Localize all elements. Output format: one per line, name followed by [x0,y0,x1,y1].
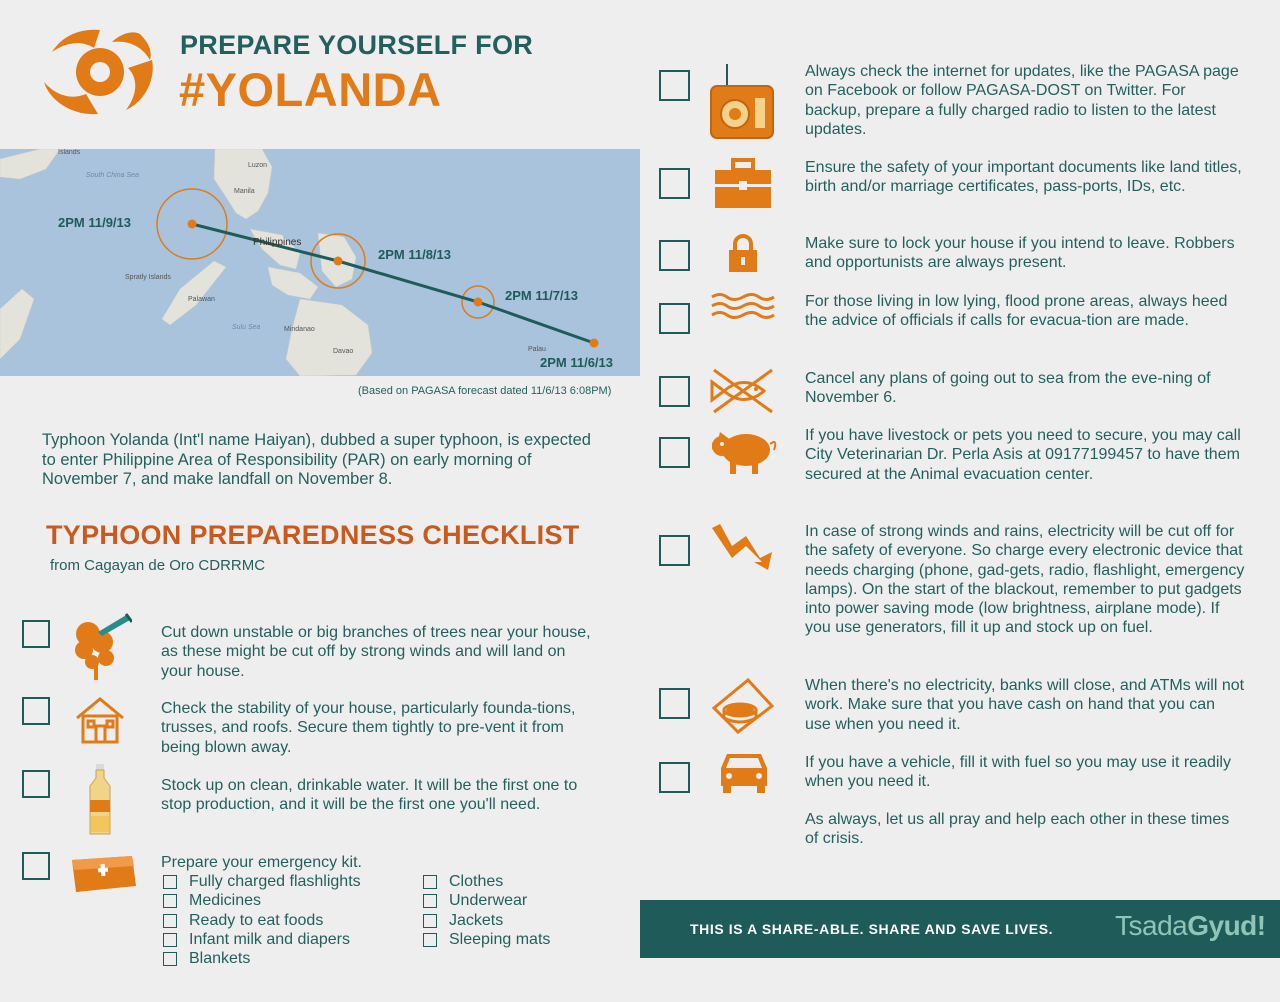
map-label-mindanao: Mindanao [284,326,315,333]
briefcase-icon [715,158,771,210]
waves-icon [710,292,776,320]
padlock-icon [727,233,759,273]
kit-checkbox[interactable] [423,914,437,928]
first-aid-kit-icon [68,852,138,894]
kit-item[interactable] [163,911,323,930]
water-bottle-icon [88,764,112,836]
kit-item-label: Underwear [449,892,528,909]
kit-item-label: Blankets [189,950,251,967]
kit-checkbox[interactable] [163,914,177,928]
kit-item-label: Clothes [449,873,504,890]
right-item-text: Ensure the safety of your important documents like land titles, birth and/or marriage certificates, pass-ports, IDs, etc. [805,159,1242,196]
kit-checkbox[interactable] [423,894,437,908]
right-item-text: Make sure to lock your house if you intend to leave. Robbers and opportunists are always present. [805,235,1235,272]
track-label-11-6: 2PM 11/6/13 [540,355,613,370]
checkbox-documents[interactable] [659,168,690,199]
checklist-subtitle: from Cagayan de Oro CDRRMC [50,557,266,574]
checkbox-lock-house[interactable] [659,240,690,271]
right-item-text: Always check the internet for updates, like the PAGASA page on Facebook or follow PAGASA-DOST on Twitter. For backup, prepare a fully charged radio to listen to the latest updates. [805,63,1239,138]
page-title-hashtag: #YOLANDA [179,63,442,116]
house-icon [74,696,126,744]
kit-checkbox[interactable] [423,933,437,947]
brand-light-text: Tsada [1115,910,1188,941]
kit-item-label: Infant milk and diapers [189,931,350,948]
kit-checkbox[interactable] [163,933,177,947]
kit-checkbox[interactable] [163,875,177,889]
track-label-11-7: 2PM 11/7/13 [505,288,578,303]
map-label-philippines: Philippines [253,237,302,248]
map-label-palau: Palau [528,346,546,353]
kit-item[interactable] [423,891,527,910]
typhoon-logo-icon [40,22,158,120]
map-label-manila: Manila [234,188,255,195]
checkbox-water[interactable] [22,770,50,798]
map-label-luzon: Luzon [248,162,268,169]
checkbox-cash[interactable] [659,688,690,719]
right-item-text: If you have a vehicle, fill it with fuel so you may use it readily when you need it. [805,754,1231,791]
brand-bold-text: Gyud! [1187,910,1266,941]
kit-item[interactable] [423,872,503,891]
kit-checkbox[interactable] [163,952,177,966]
tree-saw-icon [68,612,132,682]
share-banner [640,900,1280,958]
map-label-davao: Davao [333,348,354,355]
kit-item-label: Sleeping mats [449,931,551,948]
checkbox-trim-trees[interactable] [22,620,50,648]
kit-item-label: Fully charged flashlights [189,873,361,890]
left-item-text: Stock up on clean, drinkable water. It will be the first one to stop production, and it will be the first one you'll need. [161,777,578,814]
intro-paragraph: Typhoon Yolanda (Int'l name Haiyan), dubbed a super typhoon, is expected to enter Philippine Area of Responsibility (PAR) on early morning of November 7, and make landfall on November 8. [42,431,591,488]
right-item-text: For those living in low lying, flood prone areas, always heed the advice of officials if calls for evacua-tion are made. [805,293,1228,330]
kit-checkbox[interactable] [163,894,177,908]
right-item-text: In case of strong winds and rains, electricity will be cut off for the safety of everyone. So charge every electronic device that needs charging (phone, gad-gets, radio, flashlight, emergency lamps). On the start of the blackout, remember to put gadgets into power saving mode (low brightness, airplane mode). If you use generators, fill it up and stock up on fuel. [805,523,1245,637]
closing-text: As always, let us all pray and help each other in these times of crisis. [805,811,1230,848]
map-label-sulu-sea: Sulu Sea [232,324,261,331]
map-label-palawan: Palawan [188,296,215,303]
page-title-line1: PREPARE YOURSELF FOR [180,30,534,60]
car-icon [717,750,771,794]
kit-item[interactable] [163,930,350,949]
map-caption: (Based on PAGASA forecast dated 11/6/13 6:08PM) [358,385,612,397]
checkbox-vehicle-fuel[interactable] [659,762,690,793]
checkbox-flood-evacuation[interactable] [659,303,690,334]
kit-item[interactable] [163,949,250,968]
kit-item-label: Jackets [449,912,504,929]
checkbox-charge-devices[interactable] [659,535,690,566]
left-item-text: Cut down unstable or big branches of trees near your house, as these might be cut off by strong winds and will land on your house. [161,624,591,680]
right-item-text: If you have livestock or pets you need to secure, you may call City Veterinarian Dr. Perla Asis at 09177199457 to have them secured at the Animal evacuation center. [805,427,1241,483]
typhoon-track-map [0,149,640,376]
tsadagyud-logo [1115,910,1266,942]
lightning-icon [710,522,776,572]
checkbox-house-stability[interactable] [22,697,50,725]
checkbox-emergency-kit[interactable] [22,852,50,880]
kit-item[interactable] [163,872,361,891]
map-label-south-china-sea: South China Sea [86,172,139,179]
right-item-text: Cancel any plans of going out to sea from the eve-ning of November 6. [805,370,1211,407]
cash-icon [712,678,774,734]
share-banner-text: THIS IS A SHARE-ABLE. SHARE AND SAVE LIVES. [690,921,1054,937]
radio-icon [709,62,775,140]
track-label-11-9: 2PM 11/9/13 [58,215,131,230]
checklist-title: TYPHOON PREPAREDNESS CHECKLIST [46,520,580,550]
left-item-text: Prepare your emergency kit. [161,854,362,871]
map-label-islands: Islands [58,149,81,156]
pig-icon [708,428,778,476]
kit-checkbox[interactable] [423,875,437,889]
map-label-spratly: Spratly Islands [125,274,171,281]
kit-item[interactable] [163,891,261,910]
checkbox-no-sea-travel[interactable] [659,376,690,407]
kit-item[interactable] [423,911,503,930]
kit-item-label: Medicines [189,892,262,909]
checkbox-radio-updates[interactable] [659,70,690,101]
kit-item[interactable] [423,930,550,949]
track-label-11-8: 2PM 11/8/13 [378,247,451,262]
right-item-text: When there's no electricity, banks will close, and ATMs will not work. Make sure that you have cash on hand that you can use when you need it. [805,677,1245,733]
left-item-text: Check the stability of your house, particularly founda-tions, trusses, and roofs. Secure them tightly to pre-vent it from being blown away. [161,700,576,756]
kit-item-label: Ready to eat foods [189,912,324,929]
no-fishing-icon [710,368,776,414]
checkbox-livestock[interactable] [659,437,690,468]
